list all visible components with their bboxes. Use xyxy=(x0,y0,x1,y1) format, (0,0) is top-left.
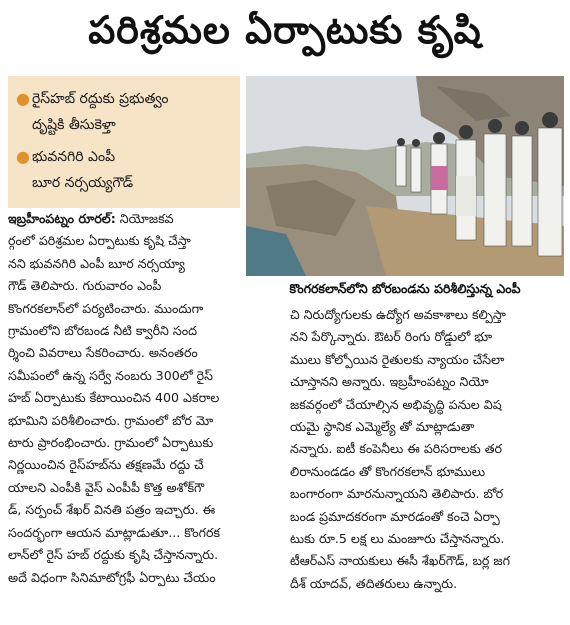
article-line-text: నియోజకవ xyxy=(119,211,174,226)
article-line: లిరానుండడం తో కొంగరకలాన్ భూములు xyxy=(290,463,486,479)
article-line xyxy=(8,208,240,230)
article-line: బండ ప్రమాదకరంగా మారడంతో కంచె ఏర్పా xyxy=(290,508,500,524)
highlight-text xyxy=(32,144,232,196)
article-line: లాన్‌లో రైస్ హబ్ రద్దుకు కృషి చేస్తానన్నారు. xyxy=(8,547,219,563)
article-line: చూస్తానని అన్నారు. ఇబ్రహీంపట్నం నియో xyxy=(290,374,489,390)
news-photo-illustration xyxy=(246,76,564,276)
article-line: దీశ్ యాదవ్, తదితరులు ఉన్నారు. xyxy=(290,575,458,591)
highlights-box xyxy=(8,76,240,208)
highlight-line: రైస్‌హబ్ రద్దుకు ప్రభుత్వం xyxy=(32,91,169,107)
bullet-dot-icon: ● xyxy=(16,147,30,166)
article-line: చి నిరుద్యోగులకు ఉద్యోగ అవకాశాలు కల్పిస్తా xyxy=(290,307,506,322)
highlight-item xyxy=(16,144,232,196)
article-line: నిర్ణయించిన రైస్‌హబ్‌ను తక్షణమే రద్దు చే xyxy=(8,457,204,473)
article-line: ర్గంలో పరిశ్రమల ఏర్పాటుకు కృషి చేస్తా xyxy=(8,233,191,249)
article-line: జకవర్గంలో చేయాల్సిన అభివృద్ధి పనుల విష xyxy=(290,396,502,412)
article-line: ర్శించి వివరాలు సేకరించారు. అనంతరం xyxy=(8,345,198,361)
article-line: గ్రామంలోని బోరబండ నీటి క్వారీని సంద xyxy=(8,323,198,339)
article-line: డ్, సర్పంచ్ శేఖర్ వినతి పత్రం ఇచ్చారు. ఈ xyxy=(8,502,216,518)
highlight-line: భువనగిరి ఎంపీ xyxy=(32,149,116,165)
article-line: హబ్ ఏర్పాటుకు కేటాయించిన 400 ఎకరాల xyxy=(8,390,220,406)
article-line: యాలని ఎంపీకి వైస్ ఎంపీపీ కొత్త అశోక్‌గౌ xyxy=(8,479,205,495)
article-line: నని భువనగిరి ఎంపీ బూర నర్సయ్యా xyxy=(8,255,185,271)
bullet-dot-icon: ● xyxy=(16,89,30,108)
article-line: యమై స్థానిక ఎమ్మెల్యే తో మాట్లాడుతా xyxy=(290,419,475,435)
article-line: అదే విధంగా సినిమాటోగ్రఫీ ఏర్పాటు చేయం xyxy=(8,569,216,585)
article-line: సందర్భంగా ఆయన మాట్లాడుతూ... కొంగరక xyxy=(8,524,221,540)
headline: పరిశ్రమల ఏర్పాటుకు కృషి xyxy=(88,8,482,52)
article-line: నన్నారు. ఐటీ కంపెనీలు ఈ పరిసరాలకు తర xyxy=(290,441,503,457)
highlight-line: దృష్టికి తీసుకెళ్తా xyxy=(32,117,116,133)
article-line: భూమిని పరిశీలించారు. గ్రామంలో బోర మో xyxy=(8,412,214,428)
photo-caption: కొంగరకలాన్‌లోని బోరబండను పరిశీలిస్తున్న ఎంపీ xyxy=(289,280,521,296)
article-line: టారు ప్రారంభించారు. గ్రామంలో ఏర్పాటుకు xyxy=(8,435,214,451)
article-line: టీఆర్ఎస్ నాయకులు ఈసీ శేఖర్‌గౌడ్, బర్ల జగ xyxy=(290,553,510,569)
highlight-line: బూర నర్సయ్యగౌడ్ xyxy=(32,175,134,191)
dateline: ఇబ్రహీంపట్నం రూరల్: xyxy=(8,211,116,226)
article-line: బంగారంగా మారనున్నాయని తెలిపారు. బోర xyxy=(290,486,504,502)
article-line: ములు కోల్పోయిన రైతులకు న్యాయం చేసేలా xyxy=(290,351,505,367)
highlight-item xyxy=(16,86,232,138)
article-line: టుకు రూ.5 లక్ష లు మంజూరు చేస్తానన్నారు. xyxy=(290,531,505,547)
article-line: కొంగరకలాన్‌లో పర్యటించారు. ముందుగా xyxy=(8,300,204,316)
article-line: సమీపంలో ఉన్న సర్వే నంబరు 300లో రైస్ xyxy=(8,367,213,383)
article-line: నని పేర్కొన్నారు. ఔటర్ రింగు రోడ్డులో భూ xyxy=(290,329,493,345)
highlight-text xyxy=(32,86,232,138)
article-column-right xyxy=(290,304,562,595)
article-column-left xyxy=(8,208,240,589)
article-line: గౌడ్ తెలిపారు. గురువారం ఎంపీ xyxy=(8,278,162,294)
news-photo xyxy=(246,76,564,276)
